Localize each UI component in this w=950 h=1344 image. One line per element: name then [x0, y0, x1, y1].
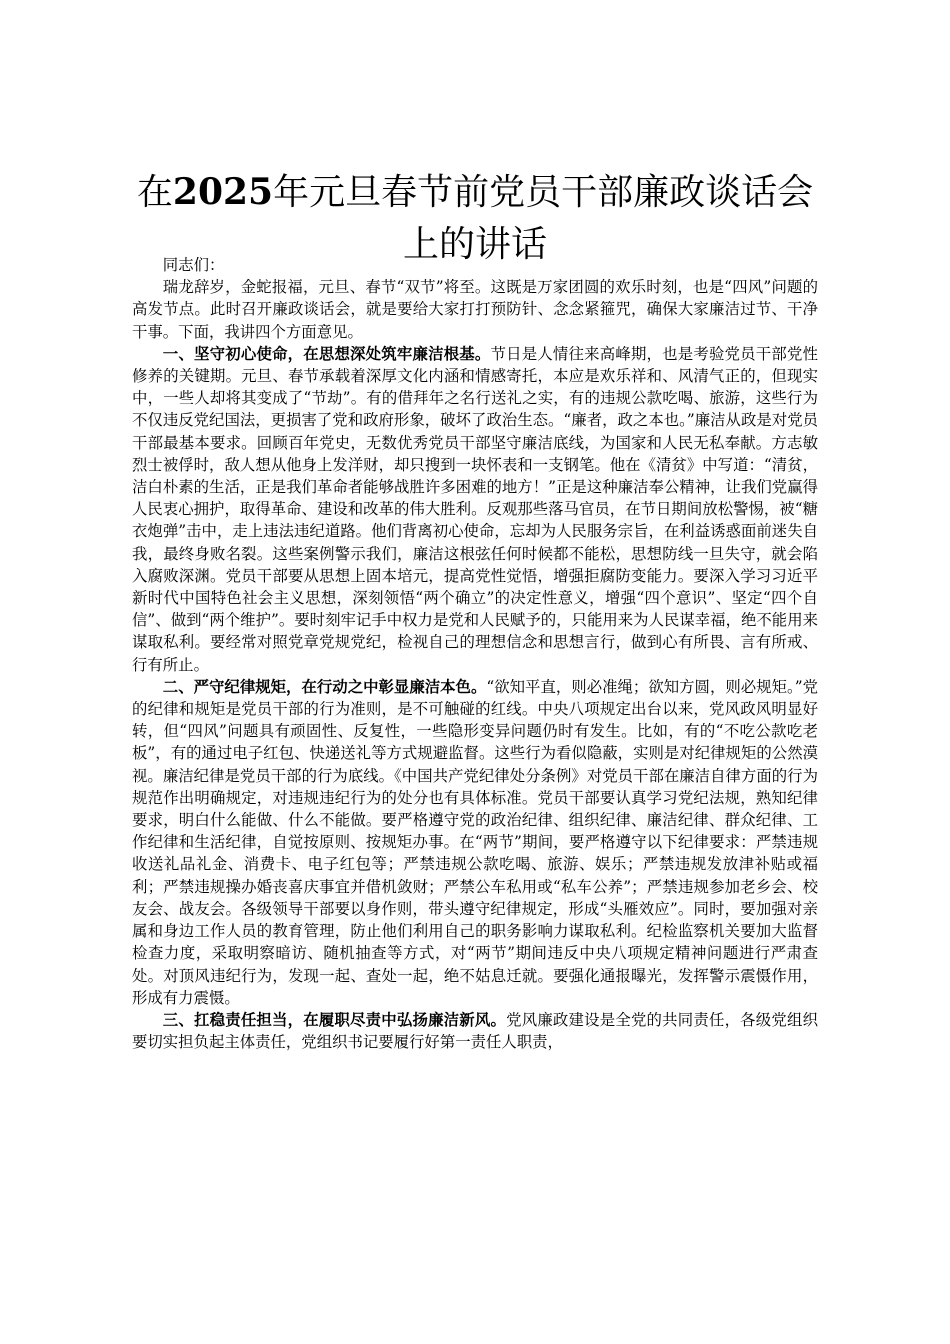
section-1-heading: 一、坚守初心使命，在思想深处筑牢廉洁根基。 [162, 344, 491, 363]
intro-paragraph: 瑞龙辞岁，金蛇报福，元旦、春节“双节”将至。这既是万家团圆的欢乐时刻，也是“四风”问题的高发节点。此时召开廉政谈话会，就是要给大家打打预防针、念念紧箍咒，确保大家廉洁过节、干净干事。下面，我讲四个方面意见。 [132, 278, 818, 341]
section-2-heading: 二、严守纪律规矩，在行动之中彰显廉洁本色。 [162, 677, 487, 696]
section-2-paragraph [132, 676, 818, 1009]
document-body [132, 254, 818, 1053]
title-year: 2025 [172, 171, 274, 213]
section-2-body: “欲知平直，则必准绳；欲知方圆，则必规矩。”党的纪律和规矩是党员干部的行为准则，是不可触碰的红线。中央八项规定出台以来，党风政风明显好转，但“四风”问题具有顽固性、反复性，一些隐形变异问题仍时有发生。比如，有的“不吃公款吃老板”，有的通过电子红包、快递送礼等方式规避监督。这些行为看似隐蔽，实则是对纪律规矩的公然漠视。廉洁纪律是党员干部的行为底线。《中国共产党纪律处分条例》对党员干部在廉洁自律方面的行为规范作出明确规定，对违规违纪行为的处分也有具体标准。党员干部要认真学习党纪法规，熟知纪律要求，明白什么能做、什么不能做。要严格遵守党的政治纪律、组织纪律、廉洁纪律、群众纪律、工作纪律和生活纪律，自觉按原则、按规矩办事。在“两节”期间，要严格遵守以下纪律要求：严禁违规收送礼品礼金、消费卡、电子红包等；严禁违规公款吃喝、旅游、娱乐；严禁违规发放津补贴或福利；严禁违规操办婚丧喜庆事宜并借机敛财；严禁公车私用或“私车公养”；严禁违规参加老乡会、校友会、战友会。各级领导干部要以身作则，带头遵守纪律规定，形成“头雁效应”。同时，要加强对亲属和身边工作人员的教育管理，防止他们利用自己的职务影响力谋取私利。纪检监察机关要加大监督检查力度，采取明察暗访、随机抽查等方式，对“两节”期间违反中央八项规定精神问题进行严肃查处。对顶风违纪行为，发现一起、查处一起，绝不姑息迁就。要强化通报曝光，发挥警示震慑作用，形成有力震慑。 [132, 677, 818, 1007]
title-part-1: 在 [136, 172, 173, 213]
section-1-body: 节日是人情往来高峰期，也是考验党员干部党性修养的关键期。元旦、春节承载着深厚文化内涵和情感寄托，本应是欢乐祥和、风清气正的，但现实中，一些人却将其变成了“节劫”。有的借拜年之名行送礼之实，有的违规公款吃喝、旅游，这些行为不仅违反党纪国法，更损害了党和政府形象，破坏了政治生态。“廉者，政之本也。”廉洁从政是对党员干部最基本要求。回顾百年党史，无数优秀党员干部坚守廉洁底线，为国家和人民无私奉献。方志敏烈士被俘时，敌人想从他身上发洋财，却只搜到一块怀表和一支钢笔。他在《清贫》中写道：“清贫，洁白朴素的生活，正是我们革命者能够战胜许多困难的地方！”正是这种廉洁奉公精神，让我们党赢得人民衷心拥护，取得革命、建设和改革的伟大胜利。反观那些落马官员，在节日期间放松警惕，被“糖衣炮弹”击中，走上违法违纪道路。他们背离初心使命，忘却为人民服务宗旨，在利益诱惑面前迷失自我，最终身败名裂。这些案例警示我们，廉洁这根弦任何时候都不能松，思想防线一旦失守，就会陷入腐败深渊。党员干部要从思想上固本培元，提高党性觉悟，增强拒腐防变能力。要深入学习习近平新时代中国特色社会主义思想，深刻领悟“两个确立”的决定性意义，增强“四个意识”、坚定“四个自信”、做到“两个维护”。要时刻牢记手中权力是党和人民赋予的，只能用来为人民谋幸福，绝不能用来谋取私利。要经常对照党章党规党纪，检视自己的理想信念和思想言行，做到心有所畏、言有所戒、行有所止。 [132, 344, 818, 674]
section-3-paragraph [132, 1009, 818, 1053]
section-3-body: 党风廉政建设是全党的共同责任，各级党组织要切实担负起主体责任，党组织书记要履行好第一责任人职责， [132, 1010, 818, 1052]
section-3-heading: 三、扛稳责任担当，在履职尽责中弘扬廉洁新风。 [162, 1010, 507, 1029]
title-part-2: 年元旦春节前党员干部廉政谈话会上的讲话 [273, 172, 814, 265]
section-1-paragraph [132, 343, 818, 676]
salutation: 同志们： [162, 256, 225, 274]
